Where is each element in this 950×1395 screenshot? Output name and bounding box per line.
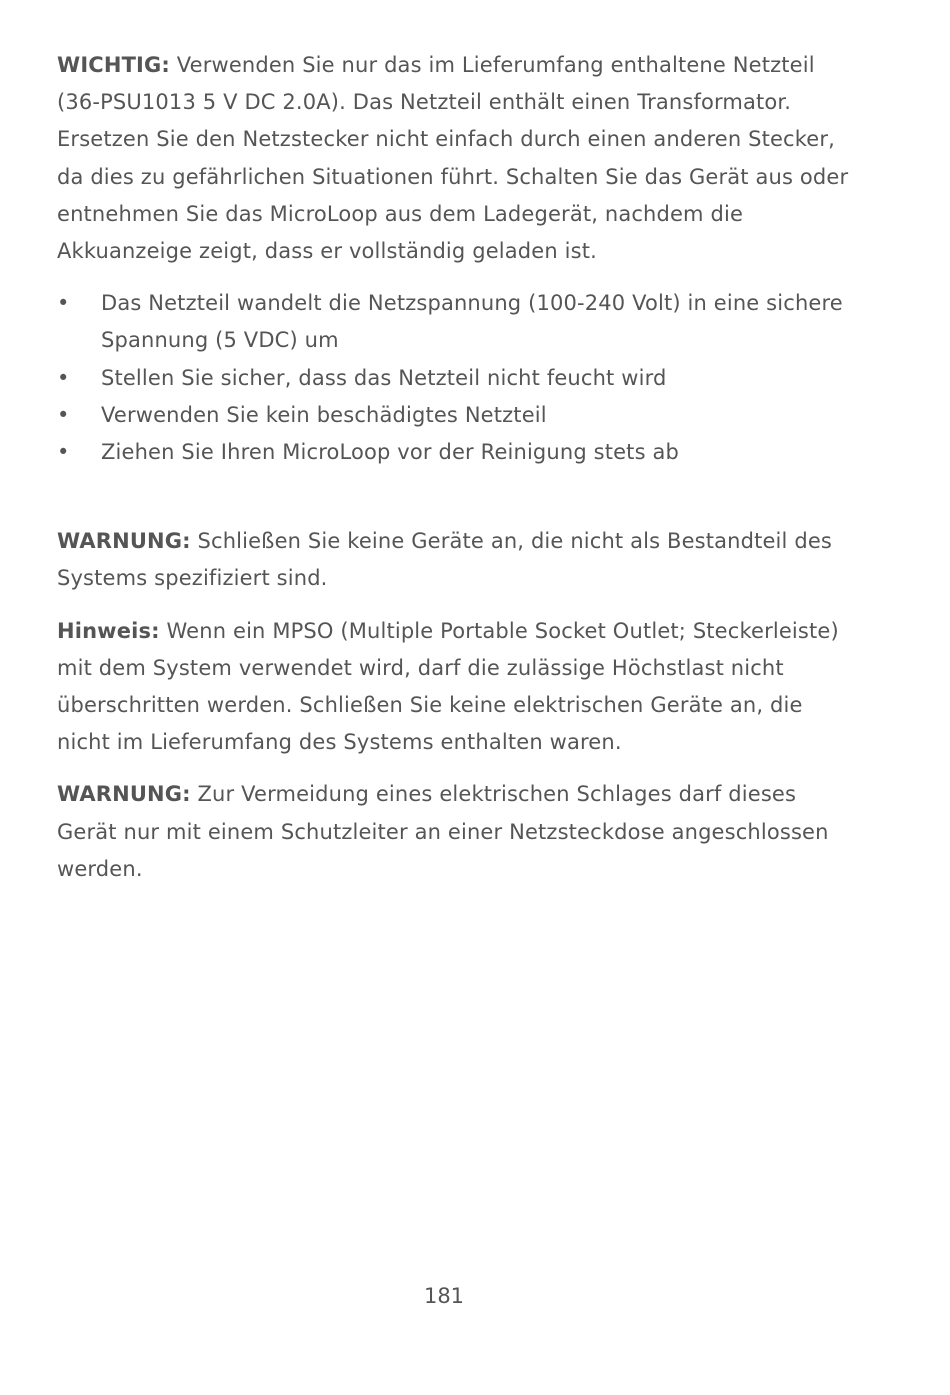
bullet-icon: •	[57, 291, 70, 316]
list-item	[57, 434, 857, 471]
bullet-icon: •	[57, 402, 70, 427]
list-item-text: Das Netzteil wandelt die Netzspannung (100-240 Volt) in eine sichere Spannung (5 VDC) um	[101, 291, 843, 353]
hinweis-text: Wenn ein MPSO (Multiple Portable Socket Outlet; Steckerleiste) mit dem System verwendet wird, darf die zulässige Höchstlast nicht überschritten werden. Schließen Sie keine elektrischen Geräte an, die nicht im Lieferumfang des Systems enthalten waren.	[57, 618, 839, 755]
wichtig-text: Verwenden Sie nur das im Lieferumfang enthaltene Netzteil (36-PSU1013 5 V DC 2.0A). Das Netzteil enthält einen Transformator. Ersetzen Sie den Netzstecker nicht einfach durch einen anderen Stecker, da dies zu gefährlichen Situationen führt. Schalten Sie das Gerät aus oder entnehmen Sie das MicroLoop aus dem Ladegerät, nachdem die Akkuanzeige zeigt, dass er vollständig geladen ist.	[57, 53, 849, 264]
safety-bullet-list	[57, 285, 857, 471]
list-item	[57, 397, 857, 434]
wichtig-paragraph	[57, 47, 857, 270]
warnung-label-1: WARNUNG:	[57, 529, 191, 554]
list-item	[57, 285, 857, 359]
warnung-text-2: Zur Vermeidung eines elektrischen Schlages darf dieses Gerät nur mit einem Schutzleiter an einer Netzsteckdose angeschlossen werden.	[57, 782, 829, 881]
wichtig-label: WICHTIG:	[57, 53, 170, 77]
bullet-icon: •	[57, 365, 70, 390]
warnung-paragraph-2	[57, 776, 857, 888]
page-number: 181	[423, 1284, 465, 1308]
list-item-text: Verwenden Sie kein beschädigtes Netzteil	[101, 402, 547, 427]
list-item-text: Ziehen Sie Ihren MicroLoop vor der Reinigung stets ab	[101, 440, 679, 465]
hinweis-paragraph	[57, 613, 857, 762]
bullet-icon: •	[57, 440, 70, 465]
warnung-text-1: Schließen Sie keine Geräte an, die nicht als Bestandteil des Systems spezifiziert sind.	[57, 529, 832, 591]
list-item	[57, 360, 857, 397]
hinweis-label: Hinweis:	[57, 618, 160, 643]
warnung-label-2: WARNUNG:	[57, 782, 191, 807]
document-page	[57, 47, 857, 888]
warnung-paragraph-1	[57, 523, 857, 597]
list-item-text: Stellen Sie sicher, dass das Netzteil nicht feucht wird	[101, 365, 667, 390]
